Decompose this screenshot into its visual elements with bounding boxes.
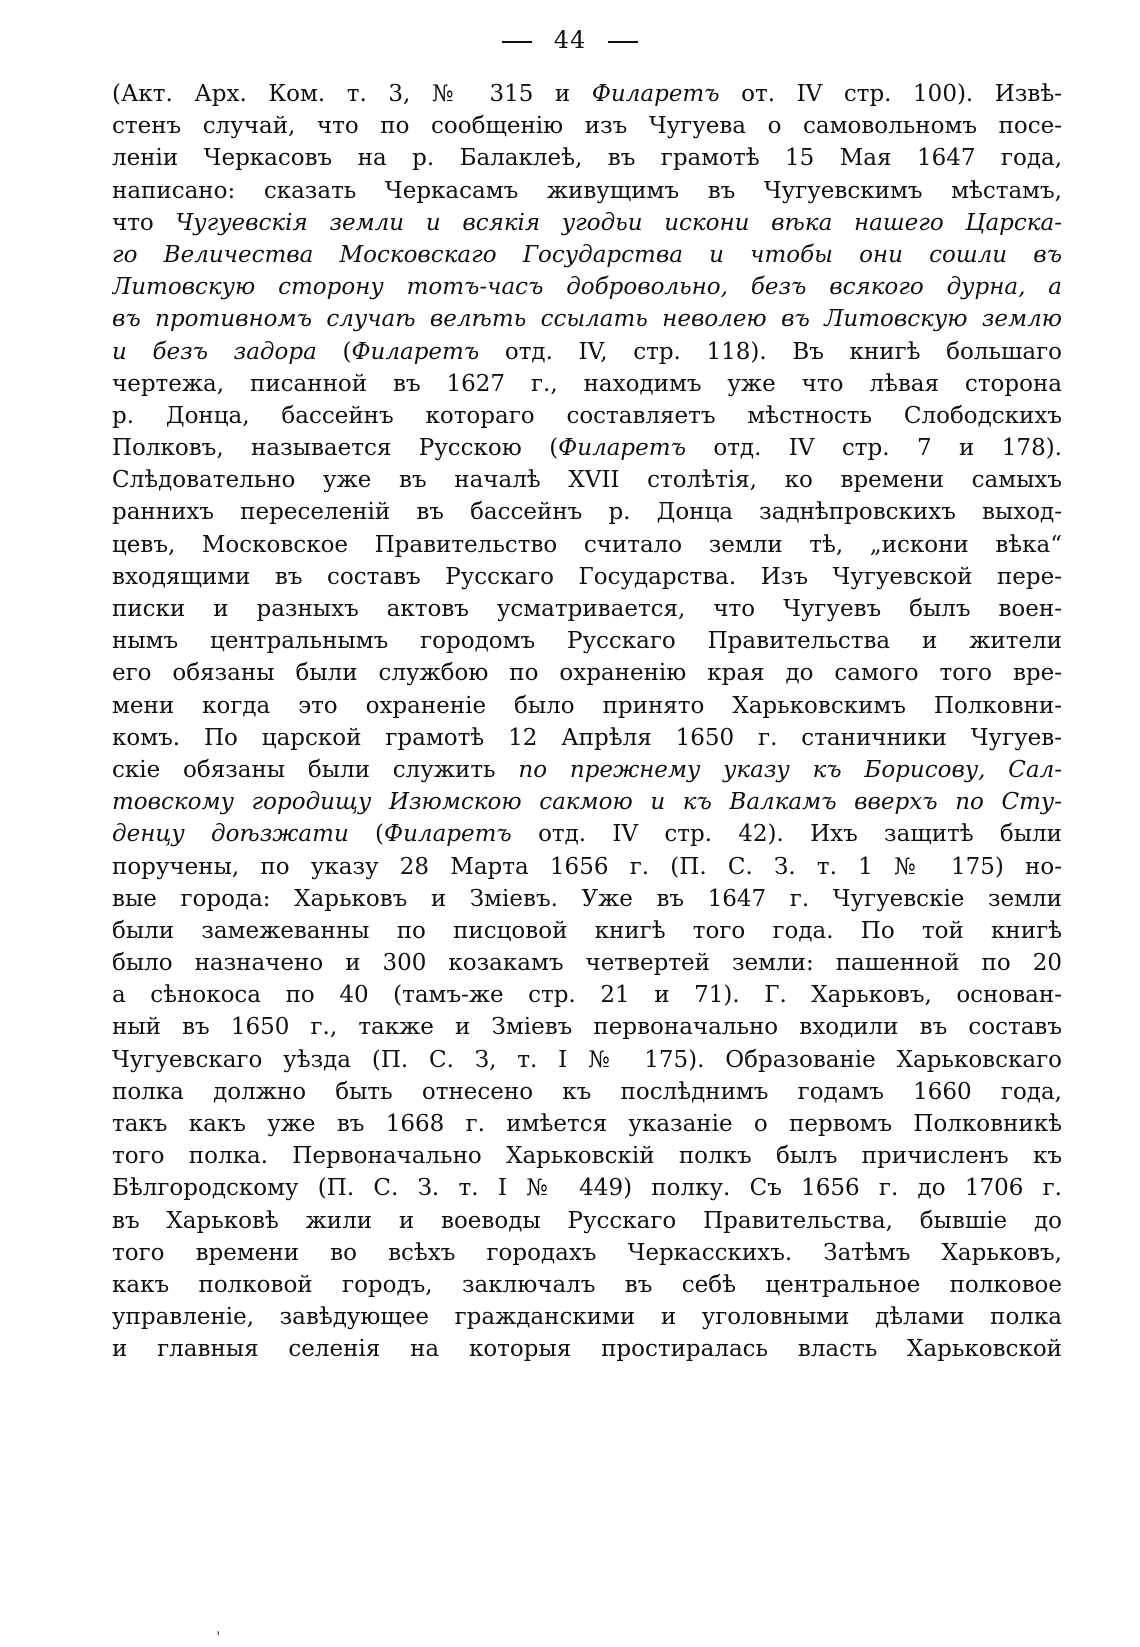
text-segment: мени когда это охраненіе было принято Харьковскимъ Полковни- bbox=[112, 692, 1062, 719]
text-segment: входящими въ составъ Русскаго Государства. Изъ Чугуевской пере- bbox=[112, 563, 1062, 590]
italic-segment: Литовскую сторону тотъ-часъ добровольно, безъ всякого дурна, а bbox=[112, 274, 1062, 301]
text-line bbox=[112, 561, 1062, 593]
text-line bbox=[112, 336, 1062, 368]
text-line bbox=[112, 529, 1062, 561]
text-segment: полка должно быть отнесено къ послѣднимъ годамъ 1660 года, bbox=[112, 1078, 1062, 1105]
text-line bbox=[112, 207, 1062, 239]
italic-segment: Филаретъ bbox=[558, 435, 686, 462]
text-segment: а сѣнокоса по 40 (тамъ-же стр. 21 и 71). Г. Харьковъ, основан- bbox=[112, 982, 1062, 1009]
text-segment: написано: сказать Черкасамъ живущимъ въ Чугуевскимъ мѣстамъ, bbox=[112, 177, 1062, 204]
text-segment: и главныя селенія на которыя простиралась власть Харьковской bbox=[112, 1336, 1062, 1363]
print-speck: ˌ bbox=[216, 1618, 221, 1637]
text-line bbox=[112, 657, 1062, 689]
text-segment: были замежеванны по писцовой книгѣ того года. По той книгѣ bbox=[112, 917, 1062, 944]
text-line bbox=[112, 1076, 1062, 1108]
text-line bbox=[112, 1140, 1062, 1172]
text-segment: того полка. Первоначально Харьковскій полкъ былъ причисленъ къ bbox=[112, 1143, 1062, 1170]
text-line bbox=[112, 722, 1062, 754]
text-segment: Бѣлгородскому (П. С. З. т. I № 449) полку. Съ 1656 г. до 1706 г. bbox=[112, 1175, 1062, 1202]
text-segment: отд. IV стр. 7 и 178). bbox=[685, 435, 1062, 462]
text-line bbox=[112, 818, 1062, 850]
text-line bbox=[112, 851, 1062, 883]
text-line bbox=[112, 1269, 1062, 1301]
italic-segment: по прежнему указу къ Борисову, Сал- bbox=[518, 756, 1062, 783]
text-line bbox=[112, 175, 1062, 207]
text-line bbox=[112, 110, 1062, 142]
text-line bbox=[112, 1108, 1062, 1140]
text-segment: раннихъ переселеній въ бассейнъ р. Донца заднѣпровскихъ выход- bbox=[112, 499, 1062, 526]
text-line bbox=[112, 1333, 1062, 1365]
text-line bbox=[112, 464, 1062, 496]
text-segment: какъ полковой городъ, заключалъ въ себѣ центральное полковое bbox=[112, 1271, 1062, 1298]
text-segment: Слѣдовательно уже въ началѣ XVII столѣтія, ко времени самыхъ bbox=[112, 467, 1062, 494]
italic-segment: Чугуевскія земли и всякія угодьи искони вѣка нашего Царска- bbox=[175, 209, 1062, 236]
text-segment: въ Харьковѣ жили и воеводы Русскаго Правительства, бывшіе до bbox=[112, 1207, 1062, 1234]
italic-segment: го Величества Московскаго Государства и чтобы они сошли въ bbox=[112, 241, 1062, 268]
italic-segment: въ противномъ случаѣ велѣть ссылать неволею въ Литовскую землю bbox=[112, 306, 1062, 333]
text-line bbox=[112, 400, 1062, 432]
body-text bbox=[112, 78, 1062, 1366]
text-segment: что bbox=[112, 209, 176, 236]
text-line bbox=[112, 625, 1062, 657]
italic-segment: Филаретъ bbox=[591, 81, 720, 107]
text-segment: от. IV стр. 100). Извѣ- bbox=[719, 81, 1062, 107]
page-number bbox=[0, 26, 1140, 54]
text-line bbox=[112, 1044, 1062, 1076]
text-segment: скіе обязаны были служить bbox=[112, 756, 519, 783]
italic-segment: и безъ задора bbox=[112, 338, 317, 365]
text-segment: (Акт. Арх. Ком. т. 3, № 315 и bbox=[112, 81, 592, 107]
text-line bbox=[112, 690, 1062, 722]
text-segment: стенъ случай, что по сообщенію изъ Чугуева о самовольномъ посе- bbox=[112, 113, 1062, 140]
text-line bbox=[112, 979, 1062, 1011]
text-segment: было назначено и 300 козакамъ четвертей земли: пашенной по 20 bbox=[112, 950, 1062, 977]
text-line bbox=[112, 1011, 1062, 1043]
text-segment: комъ. По царской грамотѣ 12 Апрѣля 1650 г. станичники Чугуев- bbox=[112, 724, 1062, 751]
text-line bbox=[112, 915, 1062, 947]
text-line bbox=[112, 271, 1062, 303]
text-line bbox=[112, 142, 1062, 174]
text-segment: р. Донца, бассейнъ котораго составляетъ мѣстность Слободскихъ bbox=[112, 402, 1062, 429]
text-segment: вые города: Харьковъ и Зміевъ. Уже въ 1647 г. Чугуевскіе земли bbox=[112, 885, 1062, 912]
italic-segment: Филаретъ bbox=[384, 821, 512, 848]
text-segment: ный въ 1650 г., также и Зміевъ первоначально входили въ составъ bbox=[112, 1014, 1062, 1041]
text-segment: его обязаны были службою по охраненію края до самого того вре- bbox=[112, 660, 1062, 687]
text-segment: чертежа, писанной въ 1627 г., находимъ уже что лѣвая сторона bbox=[112, 370, 1062, 397]
text-segment: Полковъ, называется Русскою ( bbox=[112, 435, 559, 462]
text-segment: писки и разныхъ актовъ усматривается, что Чугуевъ былъ воен- bbox=[112, 596, 1062, 622]
text-line bbox=[112, 1237, 1062, 1269]
page-number-left-dash bbox=[502, 41, 532, 43]
text-line bbox=[112, 496, 1062, 528]
text-line bbox=[112, 754, 1062, 786]
text-segment: управленіе, завѣдующее гражданскими и уголовными дѣлами полка bbox=[112, 1304, 1062, 1331]
text-segment: нымъ центральнымъ городомъ Русскаго Правительства и жители bbox=[112, 628, 1062, 655]
text-line bbox=[112, 786, 1062, 818]
text-segment: поручены, по указу 28 Марта 1656 г. (П. С. З. т. 1 № 175) но- bbox=[112, 853, 1062, 880]
text-segment: отд. IV стр. 42). Ихъ защитѣ были bbox=[511, 821, 1062, 848]
text-line bbox=[112, 1301, 1062, 1333]
text-line bbox=[112, 1172, 1062, 1204]
text-line bbox=[112, 239, 1062, 271]
text-segment: того времени во всѣхъ городахъ Черкасскихъ. Затѣмъ Харьковъ, bbox=[112, 1239, 1062, 1266]
text-line bbox=[112, 1205, 1062, 1237]
text-segment: ( bbox=[316, 338, 352, 365]
italic-segment: товскому городищу Изюмскою сакмою и къ Валкамъ вверхъ по Сту- bbox=[112, 789, 1062, 816]
page-number-value: 44 bbox=[553, 26, 587, 54]
text-line bbox=[112, 432, 1062, 464]
text-line bbox=[112, 78, 1062, 110]
italic-segment: денцу доѣзжати bbox=[112, 821, 349, 848]
text-line bbox=[112, 303, 1062, 335]
text-line bbox=[112, 593, 1062, 625]
text-line bbox=[112, 368, 1062, 400]
text-line bbox=[112, 947, 1062, 979]
text-segment: Чугуевскаго уѣзда (П. С. З, т. I № 175). Образованіе Харьковскаго bbox=[112, 1046, 1062, 1073]
text-segment: леніи Черкасовъ на р. Балаклеѣ, въ грамотѣ 15 Мая 1647 года, bbox=[112, 145, 1062, 172]
text-line bbox=[112, 883, 1062, 915]
text-segment: такъ какъ уже въ 1668 г. имѣется указаніе о первомъ Полковникѣ bbox=[112, 1111, 1062, 1137]
text-segment: цевъ, Московское Правительство считало земли тѣ, „искони вѣка“ bbox=[112, 531, 1062, 558]
text-segment: ( bbox=[348, 821, 385, 848]
text-segment: отд. IV, стр. 118). Въ книгѣ большаго bbox=[479, 338, 1062, 365]
italic-segment: Филаретъ bbox=[351, 338, 480, 365]
page-number-right-dash bbox=[608, 41, 638, 43]
